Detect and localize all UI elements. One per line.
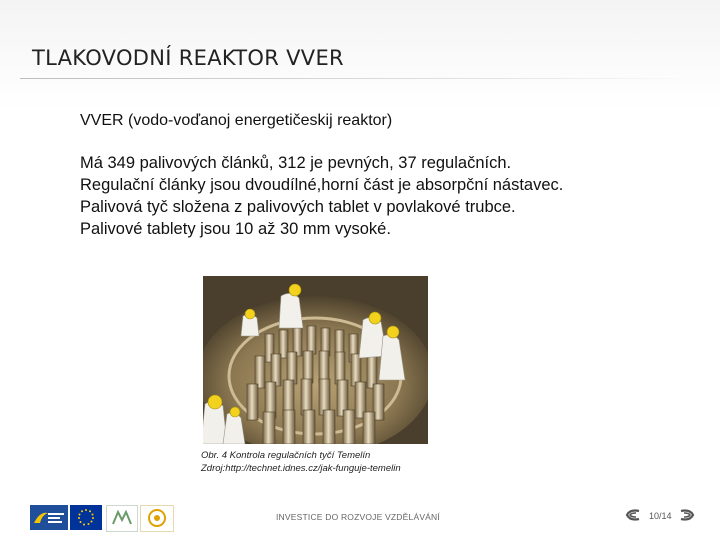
- footer-text: INVESTICE DO ROZVOJE VZDĚLÁVÁNÍ: [276, 512, 440, 522]
- previous-slide-button[interactable]: [624, 508, 642, 522]
- arrow-left-icon: [624, 508, 642, 522]
- page-number: 10/14: [649, 511, 672, 521]
- body-line: Regulační články jsou dvoudílné,horní část je absorpční nástavec.: [80, 176, 564, 194]
- esf-logo: [30, 505, 68, 530]
- msmt-logo: [106, 505, 138, 532]
- caption-line: Obr. 4 Kontrola regulačních tyčí Temelín: [201, 450, 371, 461]
- footer-logos: [30, 505, 172, 530]
- caption-line: Zdroj:http://technet.idnes.cz/jak-funguje-temelin: [201, 463, 401, 474]
- body-line: Palivová tyč složena z palivových tablet v povlakové trubce.: [80, 198, 516, 216]
- body-text: [80, 152, 563, 240]
- arrow-right-icon: [678, 508, 696, 522]
- op-vpk-logo: [140, 505, 174, 532]
- figure-caption: [201, 449, 401, 475]
- eu-flag-logo: [70, 505, 102, 530]
- slide-title: TLAKOVODNÍ REAKTOR VVER: [32, 46, 344, 70]
- body-line: Palivové tablety jsou 10 až 30 mm vysoké.: [80, 220, 391, 238]
- subtitle: VVER (vodo-voďanoj energetičeskij reaktor): [80, 112, 393, 129]
- reactor-photo: [203, 276, 428, 444]
- next-slide-button[interactable]: [678, 508, 696, 522]
- body-line: Má 349 palivových článků, 312 je pevných, 37 regulačních.: [80, 154, 512, 172]
- title-divider: [20, 78, 700, 79]
